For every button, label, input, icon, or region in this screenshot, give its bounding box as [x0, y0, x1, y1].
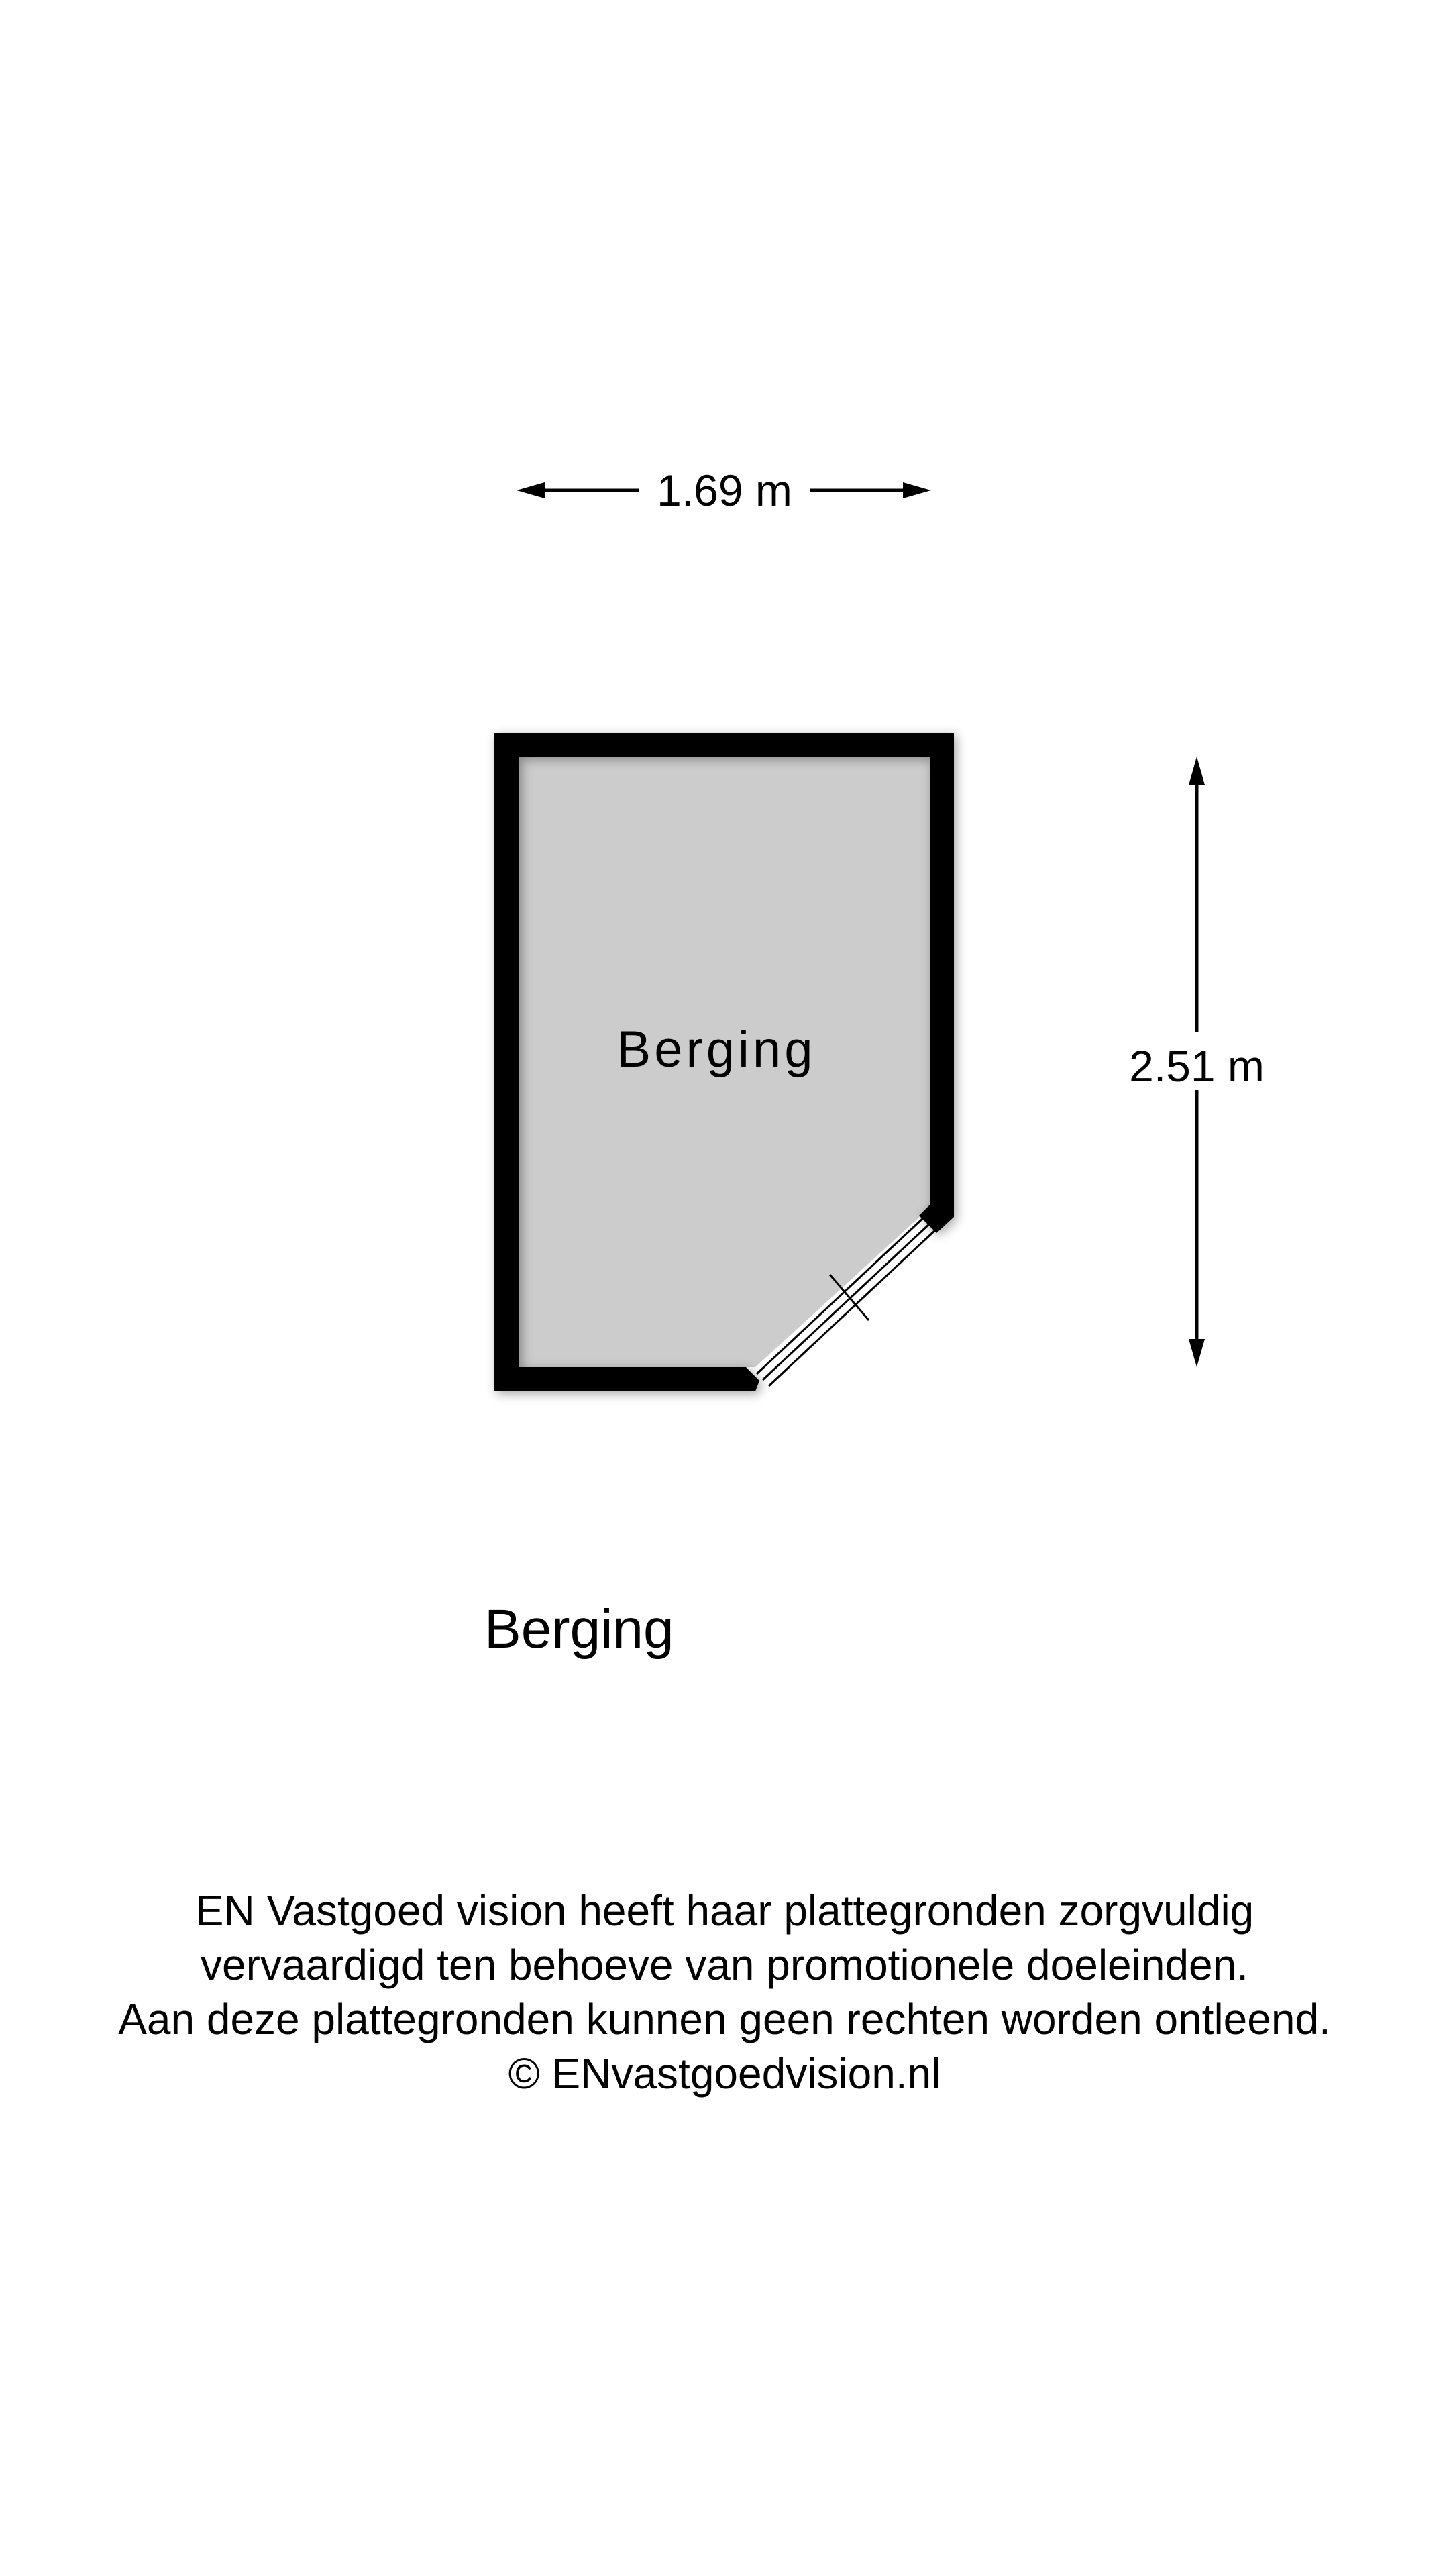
disclaimer-line: vervaardigd ten behoeve van promotionele doeleinden. [201, 1941, 1248, 1989]
disclaimer [0, 1884, 1449, 2101]
height-dimension-label: 2.51 m [1129, 1041, 1265, 1091]
width-dimension [517, 466, 931, 515]
disclaimer-line: Aan deze plattegronden kunnen geen rechten worden ontleend. [118, 1995, 1331, 2043]
room-label: Berging [616, 1021, 816, 1078]
disclaimer-line: EN Vastgoed vision heeft haar plattegronden zorgvuldig [195, 1886, 1254, 1935]
copyright-line: © ENvastgoedvision.nl [508, 2049, 941, 2098]
floor-name: Berging [484, 1599, 674, 1660]
height-dimension [1129, 757, 1265, 1367]
width-dimension-label: 1.69 m [657, 466, 792, 515]
room-berging [494, 733, 954, 1391]
